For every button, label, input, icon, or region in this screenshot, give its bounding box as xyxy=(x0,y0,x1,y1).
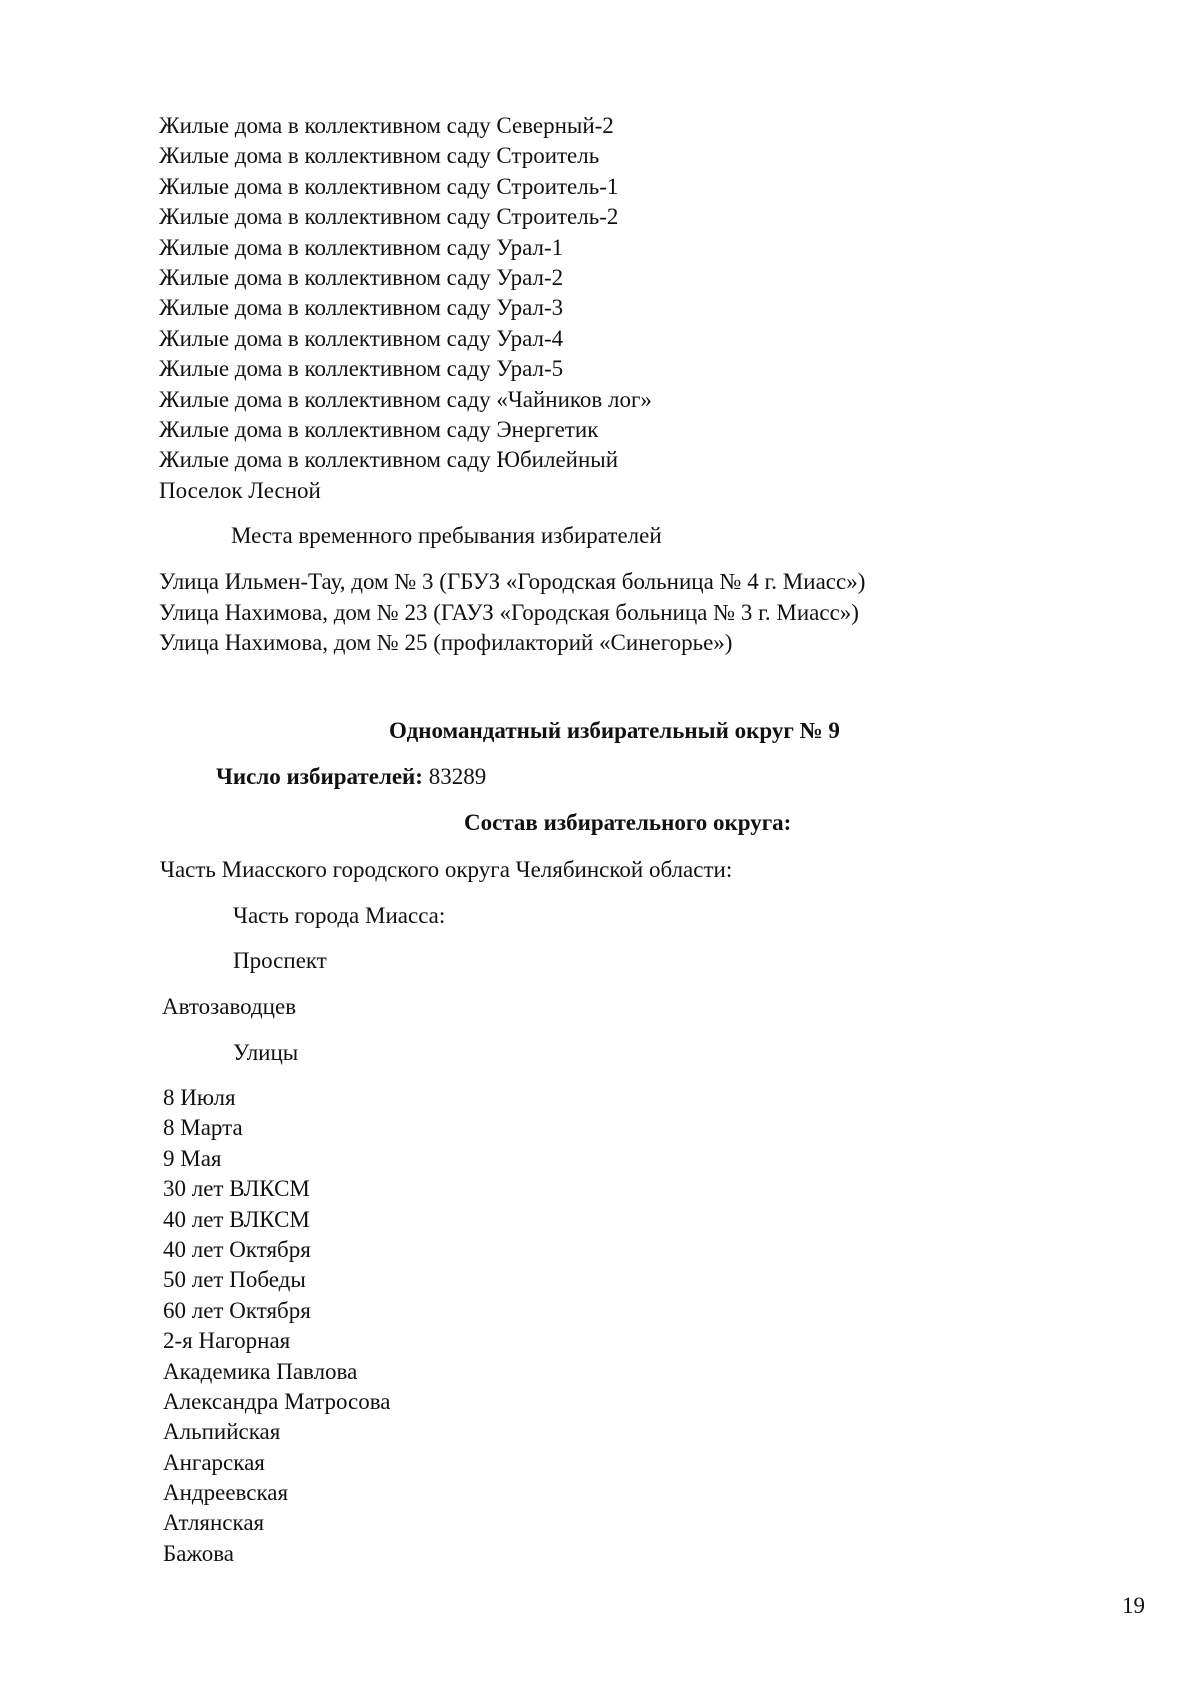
list-item: Жилые дома в коллективном саду Урал-5 xyxy=(159,356,564,382)
list-item: Жилые дома в коллективном саду Урал-4 xyxy=(159,325,564,351)
list-item: Улица Ильмен-Тау, дом № 3 (ГБУЗ «Городская больница № 4 г. Миасс») xyxy=(159,569,866,594)
list-item: Жилые дома в коллективном саду Северный-2 xyxy=(159,113,614,138)
streets-label: Улицы xyxy=(233,1040,299,1065)
prospect-name: Автозаводцев xyxy=(162,994,297,1019)
list-item: 8 Июля xyxy=(163,1085,236,1110)
list-item: 40 лет ВЛКСМ xyxy=(163,1206,310,1232)
list-item: 50 лет Победы xyxy=(163,1267,306,1293)
list-item: Жилые дома в коллективном саду Урал-1 xyxy=(159,234,564,260)
region-line: Часть Миасского городского округа Челябинской области: xyxy=(160,857,733,882)
list-item: Жилые дома в коллективном саду Урал-2 xyxy=(159,264,564,290)
list-item: 40 лет Октября xyxy=(163,1236,311,1262)
list-item: Улица Нахимова, дом № 25 (профилакторий «Синегорье») xyxy=(159,630,733,655)
list-item: Бажова xyxy=(163,1540,234,1566)
list-item: 9 Мая xyxy=(163,1145,222,1171)
list-item: Альпийская xyxy=(163,1419,281,1445)
list-item: Жилые дома в коллективном саду Строитель-2 xyxy=(159,204,619,230)
list-item: 30 лет ВЛКСМ xyxy=(163,1176,310,1202)
voters-label: Число избирателей: xyxy=(216,764,423,789)
list-item: 60 лет Октября xyxy=(163,1297,311,1323)
garden-list xyxy=(159,111,652,506)
list-item: Атлянская xyxy=(163,1510,265,1536)
list-item: Андреевская xyxy=(163,1480,289,1506)
list-item: Жилые дома в коллективном саду Энергетик xyxy=(159,416,599,442)
temp-places-list xyxy=(159,567,865,659)
list-item: Жилые дома в коллективном саду Строитель xyxy=(159,143,600,169)
city-part: Часть города Миасса: xyxy=(233,903,446,928)
list-item: Жилые дома в коллективном саду «Чайников лог» xyxy=(159,386,652,412)
voters-count xyxy=(216,762,486,792)
list-item: Жилые дома в коллективном саду Юбилейный xyxy=(159,447,619,473)
list-item: Академика Павлова xyxy=(163,1358,358,1384)
list-item: 8 Марта xyxy=(163,1115,243,1141)
list-item: Жилые дома в коллективном саду Строитель-1 xyxy=(159,173,619,199)
list-item: Улица Нахимова, дом № 23 (ГАУЗ «Городская больница № 3 г. Миасс») xyxy=(159,599,859,625)
list-item: Александра Матросова xyxy=(163,1388,391,1414)
street-list xyxy=(163,1083,391,1569)
district-title: Одномандатный избирательный округ № 9 xyxy=(389,718,840,743)
page-number: 19 xyxy=(1122,1593,1145,1618)
prospect-label: Проспект xyxy=(233,948,327,973)
composition-title: Состав избирательного округа: xyxy=(464,810,792,835)
list-item: Поселок Лесной xyxy=(159,477,321,503)
list-item: Ангарская xyxy=(163,1449,265,1475)
temp-places-heading: Места временного пребывания избирателей xyxy=(231,523,662,548)
list-item: Жилые дома в коллективном саду Урал-3 xyxy=(159,295,564,321)
voters-value: 83289 xyxy=(428,764,487,789)
list-item: 2-я Нагорная xyxy=(163,1328,291,1354)
